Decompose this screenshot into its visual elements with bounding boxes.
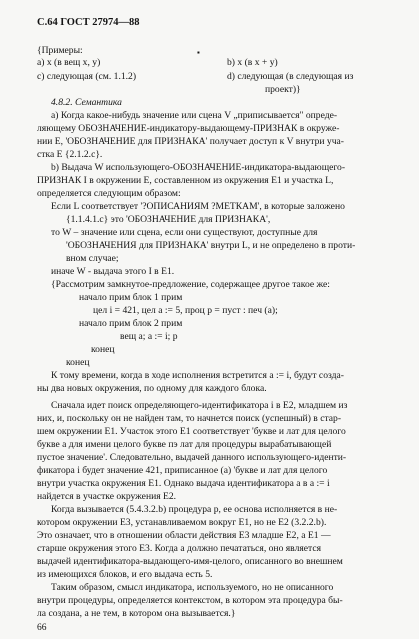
text-line: 'ОБОЗНАЧЕНИЯ для ПРИЗНАКА' внутри L, и не определено в проти- [66, 240, 356, 251]
text-line: конец [66, 357, 90, 368]
text-line: то W – значение или сцена, если они существуют, доступные для [51, 227, 318, 238]
text-line: вном случае; [66, 253, 119, 264]
text-line: {1.1.4.1.с} это 'ОБОЗНАЧЕНИЕ для ПРИЗНАКА', [66, 214, 271, 225]
text-line: {Рассмотрим замкнутое-предложение, содержащее другое такое же: [51, 279, 330, 290]
text-line: котором окружении Е3, устанавливаемом вокруг Е1, но не Е2 (3.2.2.b). [37, 517, 327, 528]
text-line: {Примеры: [37, 45, 83, 56]
text-line: ПРИЗНАК I в окружении Е, составленном из окружения Е1 и участка L, [37, 175, 334, 186]
text-line: ны два новых окружения, по одному для каждого блока. [37, 383, 267, 394]
text-line: букве а для имени целого букве пэ лат для процедуры вырабатывающей [37, 439, 332, 450]
text-line: b) Выдача W использующего-ОБОЗНАЧЕНИЕ-индикатора-выдающего- [51, 162, 346, 173]
text-line: а) Когда какое-нибудь значение или сцена V „приписывается" опреде- [51, 110, 338, 121]
text-line: начало прим блок 1 прим [79, 292, 183, 303]
text-line: d) следующая (в следующая из [227, 71, 354, 82]
text-line: 4.8.2. Семантика [51, 97, 122, 108]
text-line: проект)} [265, 84, 301, 95]
page-number: 66 [37, 623, 47, 633]
text-line: a) х (в вещ х, у) [37, 57, 101, 68]
text-line: внутри участка окружения Е1. Однако выдача идентификатора а в а := i [37, 478, 330, 489]
text-line: найдется в участке окружения Е2. [37, 491, 177, 502]
text-line: Таким образом, смысл индикатора, используемого, но не описанного [51, 582, 334, 593]
text-line: с) следующая (см. 1.1.2) [37, 71, 137, 82]
page-header: С.64 ГОСТ 27974—88 [37, 17, 140, 28]
text-line: пустое значение'. Следовательно, выдачей данного использующего-иденти- [37, 452, 347, 463]
text-line: из имеющихся блоков, и его выдача есть 5. [37, 569, 213, 580]
text-line: фикатора i будет значение 421, приписанное (а) 'букве и лат для целого [37, 465, 328, 476]
text-line: выдачей идентификатора-выдающего-имя-целого, описанного во внешнем [37, 556, 343, 567]
text-line: стка Е {2.1.2.с}. [37, 149, 103, 160]
decorative-mark: ▪ [197, 48, 200, 57]
text-line: ляющему ОБОЗНАЧЕНИЕ-индикатору-выдающему-ПРИЗНАК в окруже- [37, 123, 340, 134]
text-line: начало прим блок 2 прим [79, 318, 183, 329]
text-line: Когда вызывается (5.4.3.2.b) процедура р, ее основа исполняется в не- [51, 504, 338, 515]
text-line: ла создана, а не тем, в котором она вызывается.} [37, 608, 236, 619]
text-line: шем окружении Е1. Участок этого Е1 соответствует 'букве и лат для целого [37, 426, 346, 437]
text-line: нии Е, 'ОБОЗНАЧЕНИЕ для ПРИЗНАКА' получает доступ к V внутри уча- [37, 136, 344, 147]
text-line: Если L соответствует '?ОПИСАНИЯМ ?МЕТКАМ', в которые заложено [51, 201, 345, 212]
text-line: определяется следующим образом: [37, 188, 181, 199]
text-line: цел i = 421, цел а := 5, проц р = пуст : печ (а); [93, 305, 278, 316]
text-line: Сначала идет поиск определяющего-идентификатора i в Е2, младшем из [51, 400, 348, 411]
text-line: К тому времени, когда в ходе исполнения встретится а := i, будут созда- [51, 370, 344, 381]
text-line: них, и, поскольку он не найден там, то начнется поиск (успешный) в стар- [37, 413, 342, 424]
text-line: старше окружения этого Е3. Когда а должно печататься, оно является [37, 543, 322, 554]
text-line: внутри процедуры, определяется контекстом, в котором эта процедура бы- [37, 595, 343, 606]
text-line: конец [91, 344, 115, 355]
text-line: вещ а; а := i; р [120, 331, 178, 342]
text-line: иначе W - выдача этого I в Е1. [51, 266, 175, 277]
text-line: Это означает, что в отношении области действия Е3 младше Е2, а Е1 — [37, 530, 331, 541]
text-line: b) x (в х + у) [227, 57, 278, 68]
